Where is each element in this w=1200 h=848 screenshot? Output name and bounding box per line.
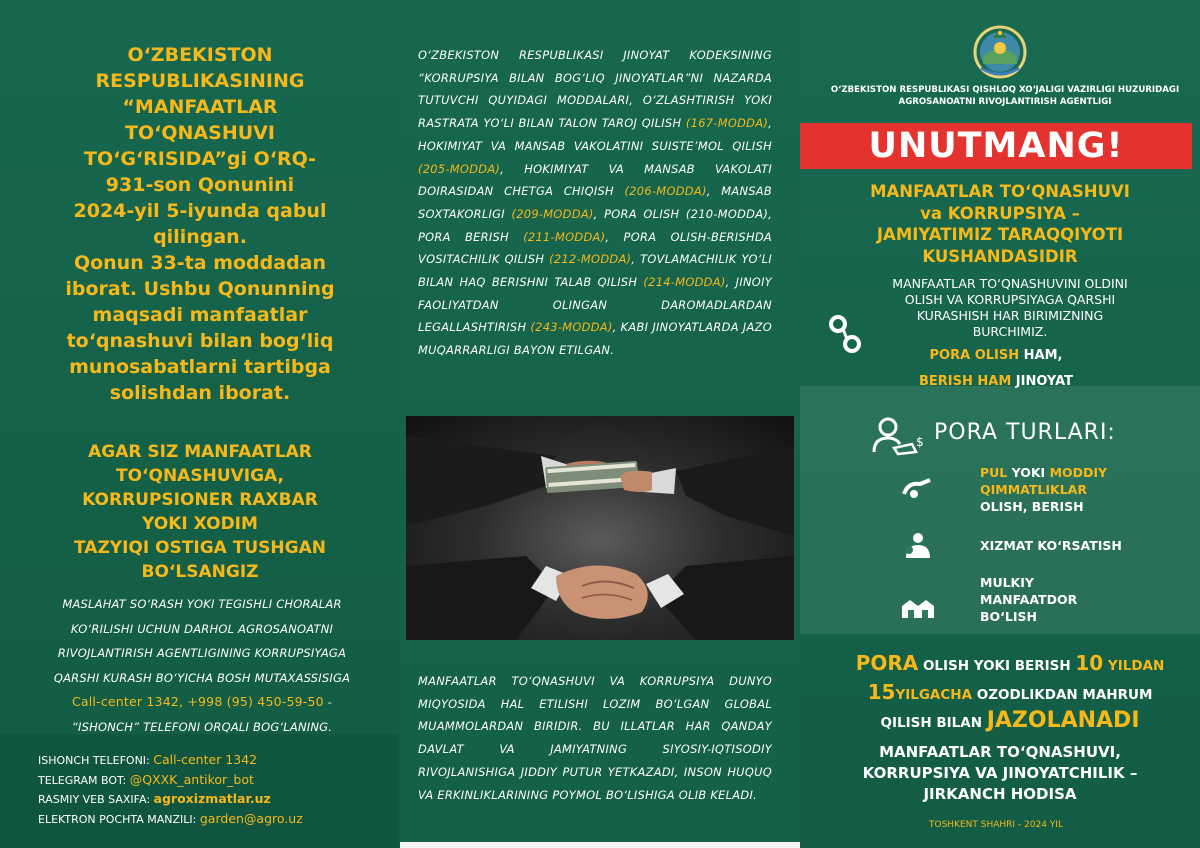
warning-line: YOKI XODIM: [142, 514, 258, 534]
heading-line: TO‘G‘RISIDA”gi O‘RQ-: [84, 148, 316, 170]
heading-line: 2024-yil 5-iyunda qabul: [73, 200, 327, 222]
slogan-line: MANFAATLAR TO‘QNASHUVI: [870, 182, 1130, 201]
article-ref: (243-MODDA): [530, 320, 613, 335]
warning-line: KORRUPSIONER RAXBAR: [82, 490, 318, 510]
heading-line: solishdan iborat.: [109, 382, 291, 404]
pora-olish: PORA OLISH: [929, 348, 1020, 363]
olish-berish: OLISH, BERISH: [980, 499, 1084, 514]
warning-text: [30, 440, 370, 584]
type-money: [980, 464, 1107, 515]
type-service: XIZMAT KO‘RSATISH: [980, 538, 1122, 553]
article-ref: (214-MODDA): [643, 275, 726, 290]
article-ref: (209-MODDA): [511, 206, 594, 221]
final-line: MANFAATLAR TO‘QNASHUVI,: [879, 743, 1121, 761]
contact-label: ELEKTRON POCHTA MANZILI:: [38, 813, 197, 826]
duty-line: BURCHIMIZ.: [972, 324, 1048, 339]
final-statement: [820, 742, 1180, 805]
bribe-types-box: [800, 386, 1200, 634]
dash: -: [323, 695, 333, 709]
type-property-line: BO‘LISH: [980, 609, 1037, 624]
jinoyat: JINOYAT: [1011, 374, 1074, 389]
contact-label: RASMIY VEB SAXIFA:: [38, 793, 151, 806]
advice-line: MASLAHAT SO‘RASH YOKI TEGISHLI CHORALAR: [62, 597, 342, 611]
email-link[interactable]: garden@agro.uz: [199, 811, 303, 826]
advice-text: [28, 592, 376, 739]
service-icon: [900, 530, 936, 560]
advice-line: KO‘RILISHI UCHUN DARHOL AGROSANOATNI: [70, 621, 334, 636]
article-ref: (167-MODDA): [685, 116, 769, 131]
type-property-line: MULKIY: [980, 575, 1034, 590]
unutmang-banner: UNUTMANG!: [800, 123, 1192, 169]
jazolanadi: JAZOLANADI: [986, 708, 1140, 733]
warning-line: AGAR SIZ MANFAATLAR: [88, 442, 312, 462]
yildan: YILDAN: [1103, 658, 1165, 674]
heading-line: munosabatlarni tartibga: [69, 356, 331, 378]
telegram-link[interactable]: @QXXK_antikor_bot: [129, 772, 254, 787]
article-ref: (211-MODDA): [523, 229, 606, 244]
slogan-line: JAMIYATIMIZ TARAQQIYOTI: [876, 225, 1124, 244]
heading-line: “MANFAATLAR: [122, 96, 278, 118]
contact-box: [0, 734, 398, 848]
agency-line: AGROSANOATNI RIVOJLANTIRISH AGENTLIGI: [898, 97, 1112, 107]
slogan: [830, 181, 1170, 267]
left-panel: [0, 0, 400, 848]
article-text: , HOKIMIYAT VA MANSAB VAKOLATINI SUISTE’MOL QILISH: [418, 116, 772, 153]
contact-row-email: [38, 811, 303, 826]
contact-label: TELEGRAM BOT:: [38, 774, 127, 787]
hand-money-icon: [900, 472, 936, 502]
article-text: O‘ZBEKISTON RESPUBLIKASI JINOYAT KODEKSINING “KORRUPSIYA BILAN BOG‘LIQ JINOYATLAR”NI NAZARDA TUTUVCHI QUYIDAGI MODDALARI, O‘ZLASHTIRISH YOKI RASTRATA YO‘LI BILAN TALON TAROJ QILISH: [418, 48, 772, 131]
article-text: , HOKIMIYAT VA MANSAB VAKOLATI DOIRASIDAN CHETGA CHIQISH: [418, 161, 772, 199]
heading-line: Qonun 33-ta moddadan: [73, 252, 327, 274]
heading-line: TO‘QNASHUVI: [125, 122, 275, 144]
heading-line: O‘ZBEKISTON: [127, 44, 273, 66]
type-property: [980, 574, 1077, 625]
duty-text: [850, 276, 1170, 340]
right-panel: [800, 0, 1200, 848]
advice-line: RIVOJLANTIRISH AGENTLIGINING KORRUPSIYAGA: [57, 646, 347, 660]
slogan-line: KUSHANDASIDIR: [922, 246, 1078, 266]
years-10: 10: [1075, 651, 1104, 675]
article-ref: (212-MODDA): [549, 252, 632, 267]
slogan-line: va KORRUPSIYA –: [920, 203, 1080, 223]
article-text: , JINOIY FAOLIYATDAN OLINGAN DAROMADLARDAN LEGALLASHTIRISH: [418, 275, 772, 335]
contact-row-web: [38, 791, 271, 806]
callcenter-link[interactable]: Call-center 1342, +998 (95) 450-59-50: [71, 694, 324, 709]
handshake-illustration: [406, 416, 794, 640]
person-money-icon: [872, 416, 924, 456]
pora-line-1: [800, 348, 1192, 363]
article-text: , KABI JINOYATLARDA JAZO MUQARRARLIGI BAYON ETILGAN.: [418, 320, 773, 358]
article-text: , PORA OLISH (210-MODDA), PORA BERISH: [418, 206, 772, 244]
middle-panel: [400, 0, 800, 848]
article-ref: (206-MODDA): [624, 184, 707, 199]
type-property-line: MANFAATDOR: [980, 592, 1078, 607]
heading-line: 931-son Qonunini: [105, 174, 295, 196]
penalty-part: QILISH BILAN: [880, 715, 987, 731]
advice-line: [28, 690, 376, 715]
years-15: 15: [867, 680, 896, 704]
duty-line: MANFAATLAR TO‘QNASHUVINI OLDINI: [892, 276, 1128, 291]
pora-ham: HAM,: [1019, 348, 1063, 363]
city-year: TOSHKENT SHAHRI - 2024 YIL: [929, 820, 1063, 830]
website-link[interactable]: agroxizmatlar.uz: [153, 791, 271, 806]
yoki: YOKI: [1007, 465, 1050, 480]
handshake-photo: [406, 416, 794, 640]
moddiy: MODDIY: [1049, 465, 1108, 480]
article-text: , MANSAB SOXTAKORLIGI: [418, 184, 772, 221]
state-emblem-icon: [971, 22, 1029, 80]
final-line: JIRKANCH HODISA: [923, 785, 1077, 803]
article-text: , TOVLAMACHILIK YO‘LI BILAN HAQ BERISHNI TALAB QILISH: [418, 252, 772, 290]
qimmatliklar: QIMMATLIKLAR: [980, 482, 1087, 497]
contact-row-phone: [38, 752, 257, 767]
duty-line: KURASHISH HAR BIRIMIZNING: [916, 308, 1104, 323]
warning-line: TO‘QNASHUVIGA,: [116, 466, 284, 486]
article-text: , PORA OLISH-BERISHDA VOSITACHILIK QILISH: [418, 229, 772, 267]
heading-line: maqsadi manfaatlar: [92, 304, 308, 326]
yilgacha: YILGACHA: [895, 687, 973, 703]
heading-line: RESPUBLIKASINING: [95, 70, 305, 92]
agency-line: O‘ZBEKISTON RESPUBLIKASI QISHLOQ XO‘JALIGI VAZIRLIGI HUZURIDAGI: [830, 85, 1180, 95]
final-line: KORRUPSIYA VA JINOYATCHILIK –: [862, 764, 1138, 782]
law-heading: [30, 42, 370, 406]
penalty-part: OZODLIKDAN MAHRUM: [972, 687, 1153, 703]
bribe-types-title: PORA TURLARI:: [934, 420, 1116, 445]
penalty-part: OLISH YOKI BERISH: [918, 658, 1076, 674]
heading-line: qilingan.: [153, 226, 247, 248]
pul: PUL: [980, 465, 1008, 480]
duty-line: OLISH VA KORRUPSIYAGA QARSHI: [904, 292, 1116, 307]
agency-name: [820, 84, 1190, 108]
article-ref: (205-MODDA): [418, 161, 501, 176]
footer-strip: [400, 842, 800, 848]
criminal-code-text: [418, 44, 772, 362]
heading-line: iborat. Ushbu Qonunning: [65, 278, 335, 300]
svg-text:$: $: [916, 435, 924, 449]
global-problem-text: MANFAATLAR TO‘QNASHUVI VA KORRUPSIYA DUNYO MIQYOSIDA HAL ETILISHI LOZIM BO‘LGAN GLOBAL MUAMMOLARDAN BIRIDIR. BU ILLATLAR HAR QANDAY DAVLAT VA JAMIYATNING SIYOSIY-IQTISODIY RIVOJLANISHIGA JIDDIY PUTUR YETKAZADI, INSON HUQUQ VA ERKINLIKLARINING POYMOL BO‘LISHIGA OLIB KELADI.: [418, 674, 772, 802]
advice-line: “ISHONCH” TELEFONI ORQALI BOG‘LANING.: [71, 719, 333, 734]
contact-label: ISHONCH TELEFONI:: [38, 754, 150, 767]
phone-link[interactable]: Call-center 1342: [153, 752, 258, 767]
warning-line: BO‘LSANGIZ: [141, 562, 259, 582]
property-icon: [900, 592, 936, 622]
warning-line: TAZYIQI OSTIGA TUSHGAN: [74, 538, 326, 558]
contact-row-telegram: [38, 772, 254, 787]
berish-ham: BERISH HAM: [918, 374, 1012, 389]
heading-line: to‘qnashuvi bilan bog‘liq: [66, 330, 334, 352]
pora-word: PORA: [855, 651, 919, 675]
advice-line: QARSHI KURASH BO‘YICHA BOSH MUTAXASSISIGA: [53, 670, 351, 685]
penalty-text: [820, 650, 1200, 736]
